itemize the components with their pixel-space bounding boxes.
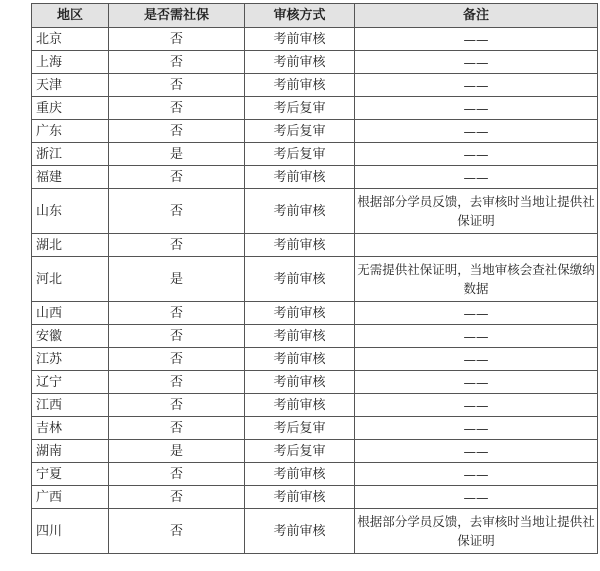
- table-row: [32, 257, 598, 302]
- region-table: [31, 3, 598, 554]
- cell-region: 辽宁: [32, 371, 109, 394]
- cell-social-security: 否: [109, 97, 245, 120]
- header-region: 地区: [32, 4, 109, 28]
- cell-social-security: 否: [109, 234, 245, 257]
- cell-social-security: 否: [109, 302, 245, 325]
- table-row: [32, 189, 598, 234]
- cell-review-method: 考后复审: [245, 417, 355, 440]
- region-table-container: [31, 3, 597, 554]
- cell-social-security: 是: [109, 257, 245, 302]
- cell-social-security: 否: [109, 417, 245, 440]
- cell-review-method: 考前审核: [245, 166, 355, 189]
- cell-social-security: 否: [109, 371, 245, 394]
- cell-region: 四川: [32, 509, 109, 554]
- cell-region: 吉林: [32, 417, 109, 440]
- cell-region: 上海: [32, 51, 109, 74]
- cell-social-security: 否: [109, 166, 245, 189]
- cell-region: 江西: [32, 394, 109, 417]
- cell-region: 福建: [32, 166, 109, 189]
- cell-review-method: 考前审核: [245, 486, 355, 509]
- cell-review-method: 考前审核: [245, 371, 355, 394]
- table-row: [32, 51, 598, 74]
- cell-review-method: 考前审核: [245, 348, 355, 371]
- cell-note: ——: [355, 440, 598, 463]
- header-note: 备注: [355, 4, 598, 28]
- cell-social-security: 否: [109, 325, 245, 348]
- cell-review-method: 考前审核: [245, 463, 355, 486]
- table-row: [32, 74, 598, 97]
- cell-review-method: 考后复审: [245, 97, 355, 120]
- table-row: [32, 417, 598, 440]
- cell-review-method: 考前审核: [245, 189, 355, 234]
- cell-note: ——: [355, 51, 598, 74]
- table-row: [32, 325, 598, 348]
- table-row: [32, 463, 598, 486]
- cell-social-security: 否: [109, 51, 245, 74]
- cell-social-security: 否: [109, 28, 245, 51]
- cell-review-method: 考前审核: [245, 394, 355, 417]
- table-row: [32, 120, 598, 143]
- cell-note: ——: [355, 371, 598, 394]
- cell-review-method: 考后复审: [245, 120, 355, 143]
- cell-note: ——: [355, 166, 598, 189]
- table-row: [32, 28, 598, 51]
- cell-review-method: 考后复审: [245, 440, 355, 463]
- header-social-security: 是否需社保: [109, 4, 245, 28]
- cell-note: ——: [355, 394, 598, 417]
- table-row: [32, 486, 598, 509]
- cell-region: 广西: [32, 486, 109, 509]
- cell-review-method: 考前审核: [245, 302, 355, 325]
- cell-region: 湖南: [32, 440, 109, 463]
- table-row: [32, 348, 598, 371]
- cell-region: 安徽: [32, 325, 109, 348]
- cell-social-security: 否: [109, 463, 245, 486]
- cell-note: [355, 234, 598, 257]
- cell-region: 宁夏: [32, 463, 109, 486]
- cell-review-method: 考前审核: [245, 325, 355, 348]
- cell-note: ——: [355, 143, 598, 166]
- cell-review-method: 考前审核: [245, 28, 355, 51]
- cell-social-security: 否: [109, 486, 245, 509]
- cell-region: 湖北: [32, 234, 109, 257]
- cell-social-security: 否: [109, 394, 245, 417]
- table-row: [32, 371, 598, 394]
- cell-note: ——: [355, 120, 598, 143]
- cell-review-method: 考前审核: [245, 509, 355, 554]
- cell-note: ——: [355, 417, 598, 440]
- cell-review-method: 考前审核: [245, 74, 355, 97]
- table-header-row: [32, 4, 598, 28]
- cell-note: ——: [355, 302, 598, 325]
- cell-social-security: 是: [109, 440, 245, 463]
- cell-region: 天津: [32, 74, 109, 97]
- table-row: [32, 302, 598, 325]
- cell-review-method: 考前审核: [245, 234, 355, 257]
- cell-social-security: 否: [109, 120, 245, 143]
- cell-note: 无需提供社保证明，当地审核会查社保缴纳数据: [355, 257, 598, 302]
- header-review-method: 审核方式: [245, 4, 355, 28]
- cell-social-security: 是: [109, 143, 245, 166]
- cell-social-security: 否: [109, 74, 245, 97]
- cell-social-security: 否: [109, 189, 245, 234]
- cell-region: 重庆: [32, 97, 109, 120]
- table-row: [32, 440, 598, 463]
- cell-note: ——: [355, 28, 598, 51]
- cell-region: 广东: [32, 120, 109, 143]
- cell-region: 江苏: [32, 348, 109, 371]
- cell-region: 浙江: [32, 143, 109, 166]
- table-row: [32, 166, 598, 189]
- cell-note: ——: [355, 463, 598, 486]
- cell-note: ——: [355, 348, 598, 371]
- table-row: [32, 143, 598, 166]
- cell-social-security: 否: [109, 509, 245, 554]
- cell-note: ——: [355, 325, 598, 348]
- cell-note: 根据部分学员反馈，去审核时当地让提供社保证明: [355, 509, 598, 554]
- cell-social-security: 否: [109, 348, 245, 371]
- cell-note: 根据部分学员反馈，去审核时当地让提供社保证明: [355, 189, 598, 234]
- cell-note: ——: [355, 97, 598, 120]
- cell-review-method: 考后复审: [245, 143, 355, 166]
- cell-review-method: 考前审核: [245, 51, 355, 74]
- cell-region: 北京: [32, 28, 109, 51]
- cell-note: ——: [355, 74, 598, 97]
- cell-note: ——: [355, 486, 598, 509]
- cell-review-method: 考前审核: [245, 257, 355, 302]
- table-row: [32, 97, 598, 120]
- cell-region: 山西: [32, 302, 109, 325]
- table-row: [32, 509, 598, 554]
- table-row: [32, 234, 598, 257]
- cell-region: 山东: [32, 189, 109, 234]
- table-row: [32, 394, 598, 417]
- cell-region: 河北: [32, 257, 109, 302]
